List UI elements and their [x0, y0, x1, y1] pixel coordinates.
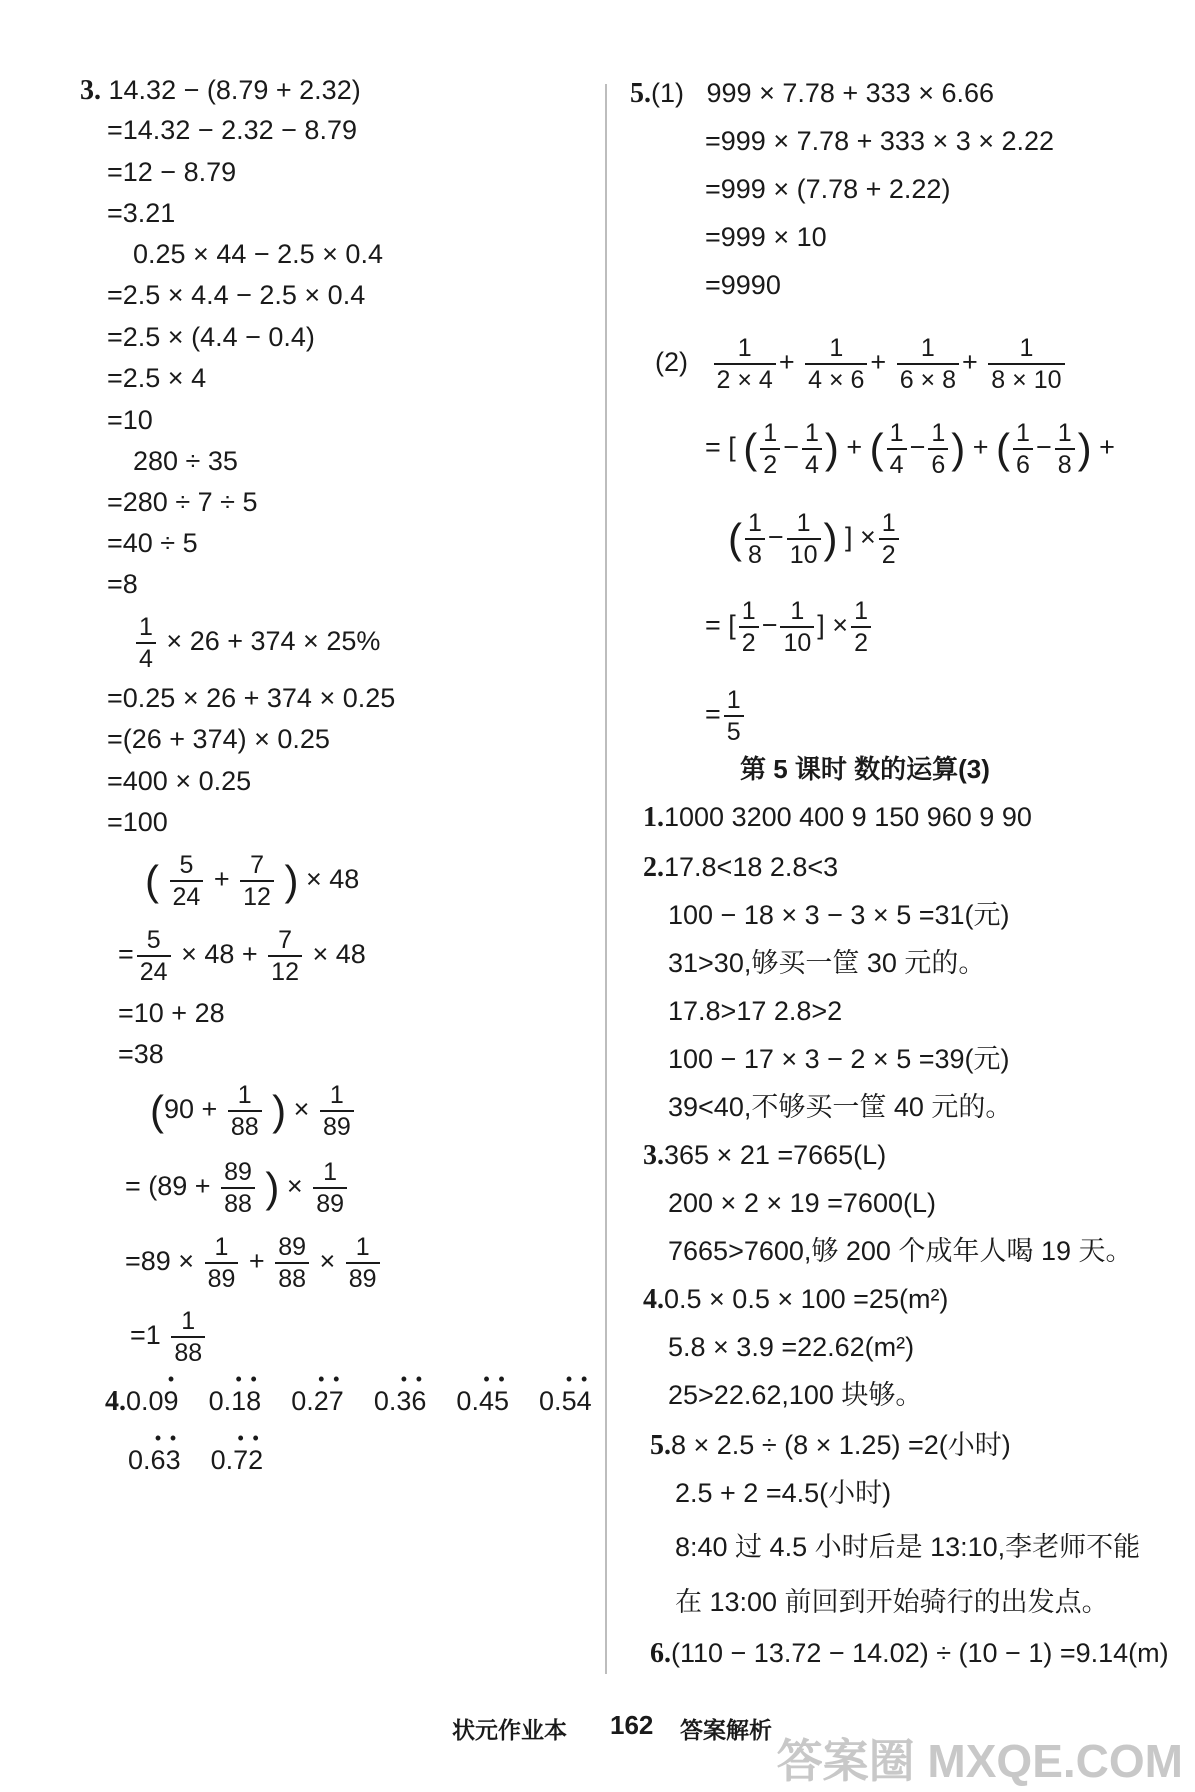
q3-step-1: =14.32 − 2.32 − 8.79 [107, 115, 357, 145]
fraction: $\frac{1}{6}$ [928, 418, 948, 480]
a2-line-6: 39<40,不够买一筐 40 元的。 [668, 1092, 1013, 1122]
q3-problem-2-step-2: =2.5 × (4.4 − 0.4) [107, 322, 315, 352]
fraction: $\frac{89}{88}$ [275, 1232, 309, 1294]
q3-problem-6: (90 + $\frac{1}{88}$ ) × $\frac{1}{89}$ [150, 1080, 357, 1142]
watermark: 答案圈 MXQE.COM [776, 1735, 1183, 1787]
a4-line-1: 4.0.5 × 0.5 × 100 =25(m²) [643, 1284, 949, 1315]
fraction: $\frac{1}{4}$ [887, 418, 907, 480]
fraction: $\frac{1}{2}$ [760, 418, 780, 480]
fraction: $\frac{89}{88}$ [221, 1157, 255, 1219]
q3-problem-3-step-1: =280 ÷ 7 ÷ 5 [107, 487, 258, 517]
fraction: $\frac{1}{89}$ [205, 1232, 239, 1294]
q3-problem-5: ( $\frac{5}{24}$ + $\frac{7}{12}$ ) × 48 [145, 851, 360, 911]
fraction: $\frac{1}{89}$ [313, 1157, 347, 1219]
page-number: 162 [610, 1710, 654, 1740]
fraction: $\frac{1}{4 \times 6}$ [805, 333, 867, 395]
section-title: 第 5 课时 数的运算(3) [740, 754, 990, 784]
q4-answers-row-1: 4.0.0• 9 0.• 1• 8 0.• 2• 7 0.• 3• 6 0.• 4• 5 0.• 5• 4 [105, 1384, 592, 1419]
q3-problem-4: $\frac{1}{4}$ × 26 + 374 × 25% [133, 612, 380, 674]
a1-answers: 1.1000 3200 400 9 150 960 9 90 [643, 802, 1032, 833]
fraction: $\frac{1}{4}$ [802, 418, 822, 480]
q3-problem-4-step-1: =0.25 × 26 + 374 × 0.25 [107, 683, 396, 713]
q3-problem-4-step-2: =(26 + 374) × 0.25 [107, 724, 330, 754]
a5-line-2: 2.5 + 2 =4.5(小时) [675, 1478, 892, 1508]
fraction: $\frac{1}{89}$ [320, 1080, 354, 1142]
q3-problem-2: 0.25 × 44 − 2.5 × 0.4 [133, 239, 383, 269]
q3-problem-6-step-1: = (89 + $\frac{89}{88}$ ) × $\frac{1}{89}$ [125, 1157, 350, 1219]
q5-part-2-step-1: = [ ( $\frac{1}{2}$ − $\frac{1}{4}$ ) + ( $\frac{1}{4}$ − $\frac{1}{6}$ ) + ( $\frac{1}{6}$ − $\frac{1}{8}$ ) + [705, 419, 1115, 479]
q3-problem-2-step-4: =10 [107, 405, 153, 435]
q3-problem-4-step-3: =400 × 0.25 [107, 766, 252, 796]
q3-problem-3-step-3: =8 [107, 569, 138, 599]
q5-part-2-step-1-cont: ( $\frac{1}{8}$ − $\frac{1}{10}$ ) ] × $\frac{1}{2}$ [728, 508, 902, 570]
a3-line-3: 7665>7600,够 200 个成年人喝 19 天。 [668, 1236, 1133, 1266]
fraction: $\frac{7}{12}$ [240, 850, 274, 912]
a4-line-3: 25>22.62,100 块够。 [668, 1380, 923, 1410]
q3-problem-5-step-1: = $\frac{5}{24}$ × 48 + $\frac{7}{12}$ × 48 [118, 926, 366, 986]
fraction: $\frac{1}{6 \times 8}$ [897, 333, 959, 395]
a3-line-1: 3.365 × 21 =7665(L) [643, 1140, 887, 1171]
fraction: $\frac{5}{24}$ [170, 850, 204, 912]
q5-part-1-step-2: =999 × (7.78 + 2.22) [705, 174, 951, 204]
q3-step-3: =3.21 [107, 198, 176, 228]
q3-problem-5-step-3: =38 [118, 1039, 164, 1069]
a2-line-5: 100 − 17 × 3 − 2 × 5 =39(元) [668, 1044, 1010, 1074]
a2-line-1: 2.17.8<18 2.8<3 [643, 852, 839, 883]
q3-problem-6-step-2: =89 × $\frac{1}{89}$ + $\frac{89}{88}$ × $\frac{1}{89}$ [125, 1232, 383, 1294]
fraction: $\frac{1}{8}$ [1055, 418, 1075, 480]
q3-problem-5-step-2: =10 + 28 [118, 998, 225, 1028]
fraction: $\frac{1}{4}$ [136, 612, 156, 674]
a5-line-4: 在 13:00 前回到开始骑行的出发点。 [675, 1587, 1109, 1617]
q5-part-1-step-3: =999 × 10 [705, 222, 827, 252]
a6-line-1: 6.(110 − 13.72 − 14.02) ÷ (10 − 1) =9.14(m) [650, 1638, 1169, 1669]
q3-problem-3-step-2: =40 ÷ 5 [107, 528, 198, 558]
fraction: $\frac{1}{2}$ [879, 508, 899, 570]
fraction: $\frac{7}{12}$ [268, 925, 302, 987]
fraction: $\frac{1}{6}$ [1013, 418, 1033, 480]
q3-problem-3: 280 ÷ 35 [133, 446, 238, 476]
q3-problem-2-step-3: =2.5 × 4 [107, 363, 207, 393]
a2-line-2: 100 − 18 × 3 − 3 × 5 =31(元) [668, 900, 1010, 930]
fraction: $\frac{1}{88}$ [228, 1080, 262, 1142]
fraction: $\frac{1}{8 \times 10}$ [988, 333, 1064, 395]
fraction: $\frac{1}{89}$ [346, 1232, 380, 1294]
q5-part-1: 5.(1) 999 × 7.78 + 333 × 6.66 [630, 78, 995, 109]
a5-line-1: 5.8 × 2.5 ÷ (8 × 1.25) =2(小时) [650, 1430, 1011, 1461]
fraction: $\frac{1}{10}$ [780, 596, 814, 658]
fraction: $\frac{1}{8}$ [745, 508, 765, 570]
fraction: $\frac{1}{2}$ [851, 596, 871, 658]
a2-line-4: 17.8>17 2.8>2 [668, 996, 843, 1026]
q5-part-2-step-3: = $\frac{1}{5}$ [705, 685, 747, 747]
q3-problem-4-step-4: =100 [107, 807, 168, 837]
fraction: $\frac{1}{2 \times 4}$ [714, 333, 776, 395]
fraction: $\frac{1}{5}$ [724, 685, 744, 747]
fraction: $\frac{1}{10}$ [787, 508, 821, 570]
q3-line-1: 3. 14.32 − (8.79 + 2.32) [80, 75, 361, 106]
fraction: $\frac{1}{88}$ [171, 1306, 205, 1368]
q3-problem-6-step-3: =1 $\frac{1}{88}$ [130, 1306, 208, 1368]
footer-section: 答案解析 [680, 1717, 772, 1743]
footer-book-title: 状元作业本 [452, 1717, 567, 1743]
a5-line-3: 8:40 过 4.5 小时后是 13:10,李老师不能 [675, 1532, 1141, 1562]
a3-line-2: 200 × 2 × 19 =7600(L) [668, 1188, 936, 1218]
q3-step-2: =12 − 8.79 [107, 157, 237, 187]
q5-part-2: (2) $\frac{1}{2 \times 4}$ + $\frac{1}{4 \times 6}$ + $\frac{1}{6 \times 8}$ + $\frac{1}{8 \times 10}$ [655, 333, 1068, 395]
fraction: $\frac{5}{24}$ [137, 925, 171, 987]
column-divider [605, 84, 607, 1674]
q5-part-1-step-1: =999 × 7.78 + 333 × 3 × 2.22 [705, 126, 1055, 156]
q4-answers-row-2: 0.• 6• 3 0.• 7• 2 [128, 1443, 263, 1477]
fraction: $\frac{1}{2}$ [739, 596, 759, 658]
a2-line-3: 31>30,够买一筐 30 元的。 [668, 948, 986, 978]
q5-part-1-step-4: =9990 [705, 270, 781, 300]
q3-problem-2-step-1: =2.5 × 4.4 − 2.5 × 0.4 [107, 280, 366, 310]
q5-part-2-step-2: = [ $\frac{1}{2}$ − $\frac{1}{10}$ ] × $\frac{1}{2}$ [705, 596, 874, 658]
a4-line-2: 5.8 × 3.9 =22.62(m²) [668, 1332, 915, 1362]
